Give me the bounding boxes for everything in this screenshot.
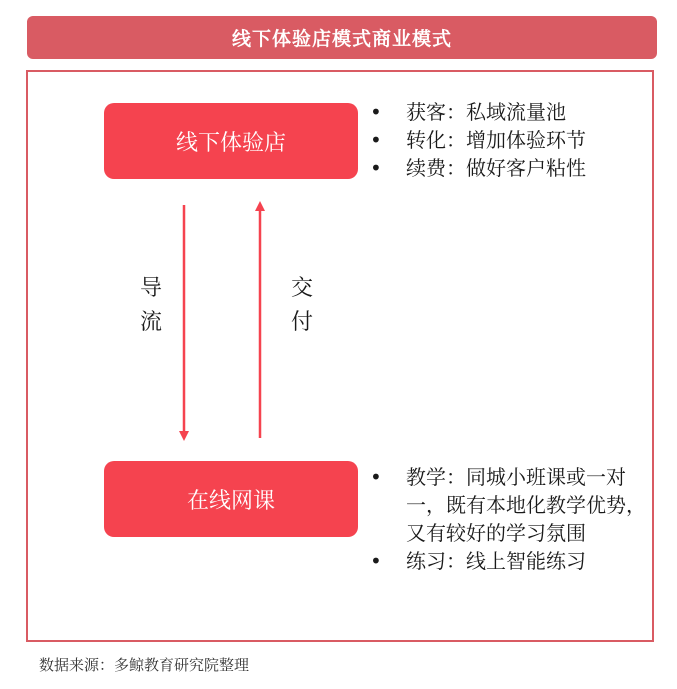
guide-label-char-1: 导 — [139, 276, 162, 301]
deliver-label — [287, 272, 317, 340]
store-bullet-list — [368, 98, 658, 182]
offline-store-node: 线下体验店 — [104, 103, 358, 179]
bullet-icon: • — [370, 100, 382, 124]
bullet-icon: • — [370, 128, 382, 152]
deliver-label-char-2: 付 — [290, 310, 313, 335]
bullet-icon: • — [370, 549, 382, 573]
online-course-node: 在线网课 — [104, 461, 358, 537]
bullet-text: 续费：做好客户粘性 — [406, 156, 586, 180]
list-item — [368, 154, 658, 182]
list-item — [368, 463, 658, 547]
list-item — [368, 126, 658, 154]
data-source-note: 数据来源：多鲸教育研究院整理 — [39, 656, 250, 674]
bullet-icon: • — [370, 465, 382, 489]
deliver-label-char-1: 交 — [290, 276, 313, 301]
bullet-text: 练习：线上智能练习 — [406, 549, 586, 573]
bullet-text: 获客：私域流量池 — [406, 100, 566, 124]
bullet-icon: • — [370, 156, 382, 180]
bullet-text: 教学：同城小班课或一对一，既有本地化教学优势，又有较好的学习氛围 — [406, 465, 646, 545]
list-item — [368, 547, 658, 575]
guide-label-char-2: 流 — [139, 310, 162, 335]
list-item — [368, 98, 658, 126]
guide-label — [136, 272, 166, 340]
bullet-text: 转化：增加体验环节 — [406, 128, 586, 152]
online-bullet-list — [368, 463, 658, 575]
page-title: 线下体验店模式商业模式 — [27, 16, 657, 59]
